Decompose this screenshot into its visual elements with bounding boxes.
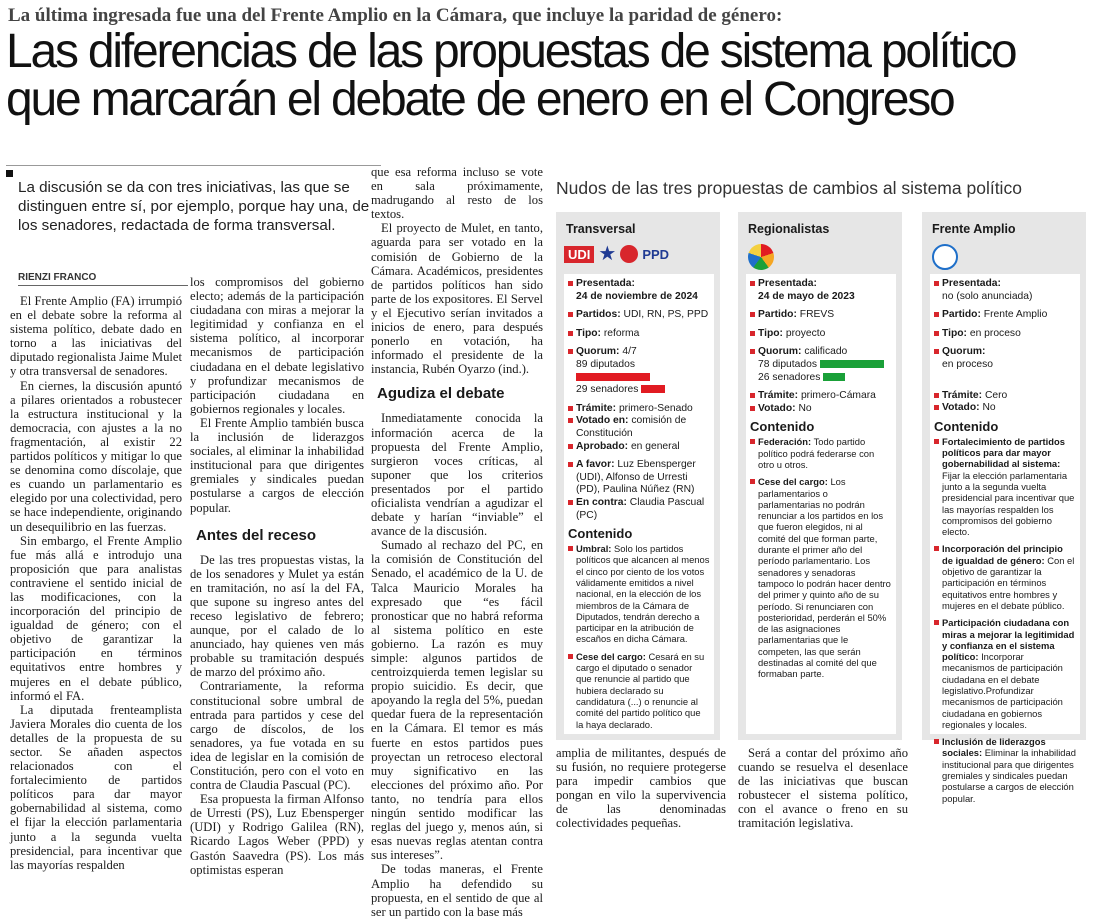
field-en-contra: En contra: Claudia Pascual (PC) bbox=[568, 497, 710, 522]
bar-senadores bbox=[823, 373, 845, 381]
bar-diputados bbox=[576, 373, 650, 381]
field-quorum: Quorum: en proceso bbox=[934, 346, 1076, 371]
contenido-heading: Contenido bbox=[750, 419, 815, 435]
party-logos bbox=[564, 243, 670, 266]
subhead-agudiza-el-debate: Agudiza el debate bbox=[377, 385, 505, 403]
subhead-antes-del-receso: Antes del receso bbox=[196, 526, 317, 544]
paragraph: De todas maneras, el Frente Amplio ha defendido su propuesta, en el sentido de que al ser un partido con la base más bbox=[371, 862, 543, 919]
field-tipo: Tipo: proyecto bbox=[750, 328, 892, 341]
field-partido: Partido: Frente Amplio bbox=[934, 309, 1076, 322]
contenido-heading: Contenido bbox=[568, 526, 633, 542]
field-tramite: Trámite: Cero bbox=[934, 390, 1076, 403]
field-partidos: Partidos: UDI, RN, PS, PPD bbox=[568, 309, 710, 322]
content-participacion: Participación ciudadana con miras a mejorar la legitimidad y confianza en el sistema político: Incorporar mecanismos de participación ciudadana en el debate legislativo.Profundizar mecanismos de participación ciudadana en gobiernos regionales y locales. bbox=[934, 617, 1076, 730]
byline-rule bbox=[18, 285, 188, 286]
field-partido: Partido: FREVS bbox=[750, 309, 892, 322]
paragraph: amplia de militantes, después de su fusión, no requiere protegerse para impedir cambios que pongan en vilo la supervivencia de las denominadas colectividades pequeñas. bbox=[556, 746, 726, 831]
panel-frente-amplio bbox=[922, 212, 1086, 804]
field-presentada: Presentada: 24 de noviembre de 2024 bbox=[568, 278, 710, 303]
panel-transversal bbox=[556, 212, 720, 740]
deck: La discusión se da con tres iniciativas, las que se distinguen entre sí, por ejemplo, porque hay una, de los senadores, redactada de forma transversal. bbox=[18, 179, 370, 234]
paragraph: Esa propuesta la firman Alfonso de Urresti (PS), Luz Ebensperger (UDI) y Rodrigo Galilea (RN), Ricardo Lagos Weber (PPD) y Gastón Saavedra (PS). Los más optimistas esperan bbox=[190, 792, 364, 877]
content-fortalecimiento: Fortalecimiento de partidos políticos para dar mayor gobernabilidad al sistema: Fijar la elección parlamentaria junto a la segunda vuelta presidencial para incentivar que las mayorías respalden los compromisos del gobierno electo. bbox=[934, 436, 1076, 538]
panel-regionalistas bbox=[738, 212, 902, 740]
udi-logo: UDI bbox=[564, 246, 594, 263]
ppd-logo: PPD bbox=[642, 246, 670, 262]
star-logo: ★ bbox=[598, 243, 617, 266]
paragraph: Sumado al rechazo del PC, en la comisión de Constitución del Senado, el académico de la U. de Talca Mauricio Morales ha expresado que “es fácil pronosticar que no habrá reforma al sistema político en este gobierno. La razón es muy simple: algunos partidos de centroizquierda temen legislar su propio suicidio. Es decir, que apoyando la regla del 5%, puedan quedar fuera de la representación en la Cámara. El temor es más fuerte en estos partidos pues proyectan un retroceso electoral muy significativo en las elecciones del próximo año. Por tanto, no tendría para ellos ningún sentido modificar las reglas del juego y, menos aún, si esas nuevas reglas atentan contra sus intereses”. bbox=[371, 538, 543, 863]
field-tipo: Tipo: reforma bbox=[568, 328, 710, 341]
headline-line-2: que marcarán el debate de enero en el Congreso bbox=[6, 73, 954, 126]
field-quorum: Quorum: calificado 78 diputados 26 senadores bbox=[750, 346, 892, 384]
paragraph: El proyecto de Mulet, en tanto, aguarda para ser votado en la comisión de Gobierno de la Cámara. Académicos, presidentes de partidos políticos han sido parte de los expositores. El Servel y el Ejecutivo serían invitados a inicios de enero, para después ponerlo en votación, ha informado el presidente de la instancia, Rubén Oyarzo (ind.). bbox=[371, 221, 543, 377]
column-1 bbox=[10, 294, 182, 872]
panel-title: Transversal bbox=[566, 222, 636, 236]
field-votado: Votado: No bbox=[934, 402, 1076, 415]
byline: RIENZI FRANCO bbox=[18, 272, 97, 283]
field-votado: Votado: No bbox=[750, 403, 892, 416]
column-4 bbox=[556, 746, 726, 831]
field-presentada: Presentada: 24 de mayo de 2023 bbox=[750, 278, 892, 303]
contenido-heading: Contenido bbox=[934, 418, 999, 434]
content-igualdad-genero: Incorporación del principio de igualdad de género: Con el objetivo de garantizar la participación en términos equitativos entre hombres y mujeres en el debate público. bbox=[934, 543, 1076, 611]
paragraph: Inmediatamente conocida la información acerca de la propuesta del Frente Amplio, surgieron voces críticas, al suponer que los criterios presentados por el partido oficialista vendrían a agudizar el debate y harían “inviable” el avance de la discusión. bbox=[371, 411, 543, 539]
top-rule bbox=[6, 165, 381, 166]
bar-diputados bbox=[820, 360, 884, 368]
deck-bullet bbox=[6, 170, 13, 177]
panel-title: Frente Amplio bbox=[932, 222, 1016, 236]
field-presentada: Presentada: no (solo anunciada) bbox=[934, 278, 1076, 303]
content-umbral: Umbral: Solo los partidos políticos que alcancen al menos el cinco por ciento de los votos válidamente emitidos a nivel nacional, en la elección de los miembros de la Cámara de Diputados, tendrán derecho a participar en la atribución de escaños en dicha Cámara. bbox=[568, 543, 710, 645]
column-5 bbox=[738, 746, 908, 831]
paragraph: Contrariamente, la reforma constitucional sobre umbral de entrada para partidos y cese del cargo de díscolos, de los senadores, ya fue votada en su idea de legislar en la comisión de Constitución, pero con el voto en contra de Claudia Pascual (PC). bbox=[190, 679, 364, 793]
infographic-title: Nudos de las tres propuestas de cambios al sistema político bbox=[556, 178, 1022, 198]
paragraph: De las tres propuestas vistas, la de los senadores y Mulet ya están en tramitación, no así la del FA, que supone su ingreso antes del receso legislativo de febrero; aunque, por el calado de lo anunciado, hay quienes ven más probable su tramitación después de marzo del próximo año. bbox=[190, 552, 364, 680]
column-3 bbox=[371, 165, 543, 919]
headline-line-1: Las diferencias de las propuestas de sistema político bbox=[6, 25, 1016, 78]
field-quorum: Quorum: 4/7 89 diputados 29 senadores bbox=[568, 346, 710, 396]
headline bbox=[6, 25, 1096, 126]
paragraph: Será a contar del próximo año cuando se resuelva el desenlace de las iniciativas que buscan robustecer el sistema político, con el avance o freno en su tramitación legislativa. bbox=[738, 746, 908, 831]
field-tipo: Tipo: en proceso bbox=[934, 328, 1076, 341]
field-a-favor: A favor: Luz Ebensperger (UDI), Alfonso de Urresti (PD), Paulina Núñez (RN) bbox=[568, 459, 710, 497]
kicker: La última ingresada fue una del Frente Amplio en la Cámara, que incluye la paridad de género: bbox=[8, 5, 783, 26]
content-cese: Cese del cargo: Cesará en su cargo el diputado o senador que renuncie al partido que hubiera declarado su candidatura (...) o renuncie al comité del partido político que la haya declarado. bbox=[568, 651, 710, 730]
field-votado: Votado en: comisión de Constitución bbox=[568, 415, 710, 440]
ps-logo bbox=[620, 245, 638, 263]
paragraph: La diputada frenteamplista Javiera Morales dio cuenta de los detalles de la propuesta de su sector. Se añaden aspectos relacionados con el fortalecimiento de partidos políticos para dar mayor gobernabilidad al sistema, como el fijar la elección parlamentaria junto a la segunda vuelta presidencial, para incentivar que las mayorías respalden bbox=[10, 702, 182, 872]
content-federacion: Federación: Todo partido político podrá federarse con otro u otros. bbox=[750, 436, 892, 470]
field-tramite: Trámite: primero-Senado bbox=[568, 403, 710, 416]
panel-title: Regionalistas bbox=[748, 222, 830, 236]
frente-amplio-logo bbox=[932, 244, 958, 270]
paragraph: El Frente Amplio (FA) irrumpió en el debate sobre la reforma al sistema político, debate dado en torno a las iniciativas del diputado regionalista Jaime Mulet y otra transversal de senadores. bbox=[10, 294, 182, 379]
field-tramite: Trámite: primero-Cámara bbox=[750, 390, 892, 403]
frevs-logo bbox=[748, 244, 774, 270]
paragraph: En ciernes, la discusión apuntó a pilares orientados a robustecer la estructura institucional y la democracia, con ajustes a la no fragmentación, al existir 22 partidos políticos y mitigar lo que se denomina como díscolaje, que es cuando un parlamentario es elegido por una colectividad, pero se hace independiente, originando un desequilibrio en las fuerzas. bbox=[10, 378, 182, 534]
column-2 bbox=[190, 275, 364, 877]
paragraph: que esa reforma incluso se vote en sala próximamente, madrugando al resto de los textos. bbox=[371, 165, 543, 222]
field-aprobado: Aprobado: en general bbox=[568, 441, 710, 454]
content-liderazgos: Inclusión de liderazgos sociales: Eliminar la inhabilidad institucional para que dirigentes gremiales y sindicales puedan postularse a cargos de elección popular. bbox=[934, 736, 1076, 804]
content-cese: Cese del cargo: Los parlamentarios o parlamentarias no podrán renunciar a los partidos en los que fueron elegidos, ni al comité del que forman parte, durante el primer año del período parlamentario. Los senadores y senadoras tampoco lo podrán hacer dentro del primer y quinto año de su período. Si renunciaren con posterioridad, perderán el 50% de las asignaciones parlamentarias que le competen, las que serán destinadas al comité del que formaban parte. bbox=[750, 476, 892, 679]
paragraph: los compromisos del gobierno electo; además de la participación ciudadana con miras a mejorar la legitimidad y confianza en el sistema político, al incorporar mecanismos de participación ciudadana en el debate legislativo y profundizar mecanismos de participación ciudadana en gobiernos regionales y locales. bbox=[190, 275, 364, 416]
paragraph: Sin embargo, el Frente Amplio fue más allá e introdujo una proposición que para analistas contraviene el sentido inicial de las modificaciones, con la incorporación del principio de igualdad de género; con el objetivo de garantizar la participación en términos equitativos entre hombres y mujeres en el debate público, informó el FA. bbox=[10, 533, 182, 703]
paragraph: El Frente Amplio también busca la inclusión de liderazgos sociales, al eliminar la inhabilidad institucional para que dirigentes gremiales y sindicales puedan postularse a cargos de elección popular. bbox=[190, 415, 364, 515]
bar-senadores bbox=[641, 385, 665, 393]
